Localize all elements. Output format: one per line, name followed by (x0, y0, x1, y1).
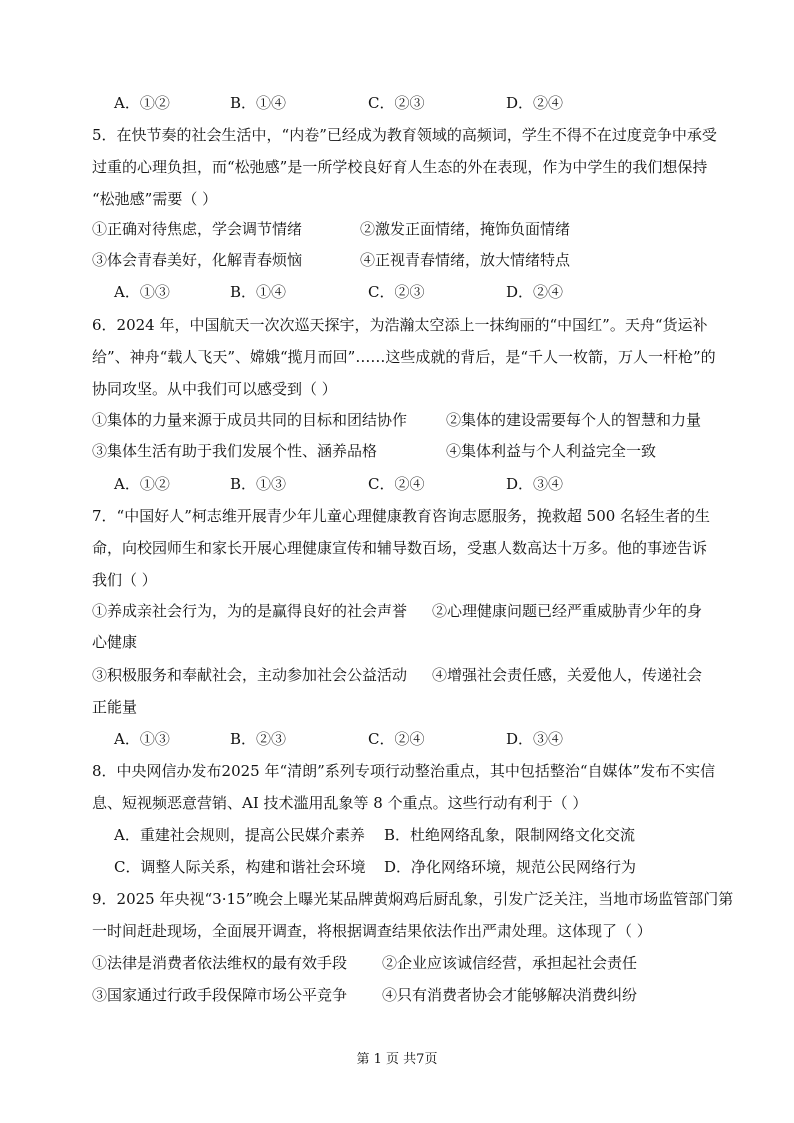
option-c: C．②③ (368, 283, 425, 301)
q7-options (114, 729, 714, 749)
prev-question-options (114, 93, 714, 113)
q7-item-1: ①养成亲社会行为，为的是赢得良好的社会声誉 (92, 602, 408, 620)
option-c: C．②④ (368, 730, 425, 748)
option-d: D．③④ (506, 730, 564, 748)
q5-stem-line-3: “松弛感”需要（ ） (92, 190, 218, 208)
q5-stem-line-2: 过重的心理负担，而“松弛感”是一所学校良好育人生态的外在表现，作为中学生的我们想保持 (92, 158, 708, 176)
q5-item-4: ④正视青春情绪，放大情绪特点 (360, 251, 571, 269)
q7-item-4: ④增强社会责任感，关爱他人，传递社会 (432, 666, 703, 684)
option-c: C．②④ (368, 475, 425, 493)
q6-item-1: ①集体的力量来源于成员共同的目标和团结协作 (92, 411, 408, 429)
q5-stem-line-1: 5．在快节奏的社会生活中，“内卷”已经成为教育领域的高频词，学生不得不在过度竞争中承受 (92, 126, 717, 144)
q7-stem-line-2: 命，向校园师生和家长开展心理健康宣传和辅导数百场，受惠人数高达十万多。他的事迹告诉 (92, 539, 708, 557)
q8-options-row-2 (114, 857, 734, 877)
option-b: B．①④ (230, 94, 287, 112)
option-a: A．①③ (114, 730, 170, 748)
q9-items-row-1 (92, 953, 712, 973)
q9-item-1: ①法律是消费者依法维权的最有效手段 (92, 954, 348, 972)
option-c: C．②③ (368, 94, 425, 112)
q5-item-3: ③体会青春美好，化解青春烦恼 (92, 251, 303, 269)
option-b: B．杜绝网络乱象，限制网络文化交流 (384, 826, 636, 844)
option-d: D．净化网络环境，规范公民网络行为 (384, 858, 637, 876)
q7-items-row-1 (92, 601, 712, 621)
q9-stem-line-1: 9．2025 年央视“3·15”晚会上曝光某品牌黄焖鸡后厨乱象，引发广泛关注，当地市场监管部门第 (92, 890, 734, 908)
page-number-footer: 第 1 页 共7页 (356, 1052, 438, 1067)
q5-item-1: ①正确对待焦虑，学会调节情绪 (92, 220, 303, 238)
q7-item-2: ②心理健康问题已经严重威胁青少年的身 (432, 602, 703, 620)
option-a: A．①③ (114, 283, 170, 301)
option-d: D．②④ (506, 94, 564, 112)
q5-item-2: ②激发正面情绪，掩饰负面情绪 (360, 220, 571, 238)
option-d: D．②④ (506, 283, 564, 301)
q6-item-4: ④集体利益与个人利益完全一致 (446, 442, 657, 460)
q6-item-2: ②集体的建设需要每个人的智慧和力量 (446, 411, 702, 429)
option-a: A．①② (114, 94, 170, 112)
q5-items-row-1 (92, 219, 712, 239)
q6-item-3: ③集体生活有助于我们发展个性、涵养品格 (92, 442, 378, 460)
q7-item-2-continued: 心健康 (92, 633, 138, 651)
q9-item-3: ③国家通过行政手段保障市场公平竞争 (92, 986, 348, 1004)
q9-item-4: ④只有消费者协会才能够解决消费纠纷 (382, 986, 638, 1004)
q6-stem-line-3: 协同攻坚。从中我们可以感受到（ ） (92, 380, 337, 398)
q8-options-row-1 (114, 825, 734, 845)
q6-options (114, 474, 714, 494)
q7-items-row-2 (92, 665, 712, 685)
q9-item-2: ②企业应该诚信经营，承担起社会责任 (382, 954, 638, 972)
q7-item-3: ③积极服务和奉献社会，主动参加社会公益活动 (92, 666, 408, 684)
option-d: D．③④ (506, 475, 564, 493)
q9-stem-line-2: 一时间赶赴现场，全面展开调查，将根据调查结果依法作出严肃处理。这体现了（ ） (92, 922, 652, 940)
q6-stem-line-1: 6．2024 年，中国航天一次次巡天探宇，为浩瀚太空添上一抹绚丽的“中国红”。天舟“货运补 (92, 316, 708, 334)
q7-item-4-continued: 正能量 (92, 698, 138, 716)
option-b: B．①③ (230, 475, 287, 493)
option-a: A．重建社会规则，提高公民媒介素养 (114, 826, 365, 844)
q5-items-row-2 (92, 250, 712, 270)
q8-stem-line-1: 8．中央网信办发布2025 年“清朗”系列专项行动整治重点，其中包括整治“自媒体”发布不实信 (92, 762, 716, 780)
q5-options (114, 282, 714, 302)
option-c: C．调整人际关系，构建和谐社会环境 (114, 858, 366, 876)
q6-items-row-2 (92, 441, 712, 461)
q6-stem-line-2: 给”、神舟“载人飞天”、嫦娥“揽月而回”……这些成就的背后，是“千人一枚箭，万人一杆枪”的 (92, 348, 716, 366)
option-b: B．①④ (230, 283, 287, 301)
q8-stem-line-2: 息、短视频恶意营销、AI 技术滥用乱象等 8 个重点。这些行动有利于（ ） (92, 794, 588, 812)
option-b: B．②③ (230, 730, 287, 748)
q7-stem-line-1: 7．“中国好人”柯志维开展青少年儿童心理健康教育咨询志愿服务，挽救超 500 名轻生者的生 (92, 507, 711, 525)
q7-stem-line-3: 我们（ ） (92, 571, 157, 589)
option-a: A．①② (114, 475, 170, 493)
q9-items-row-2 (92, 985, 712, 1005)
q6-items-row-1 (92, 410, 712, 430)
